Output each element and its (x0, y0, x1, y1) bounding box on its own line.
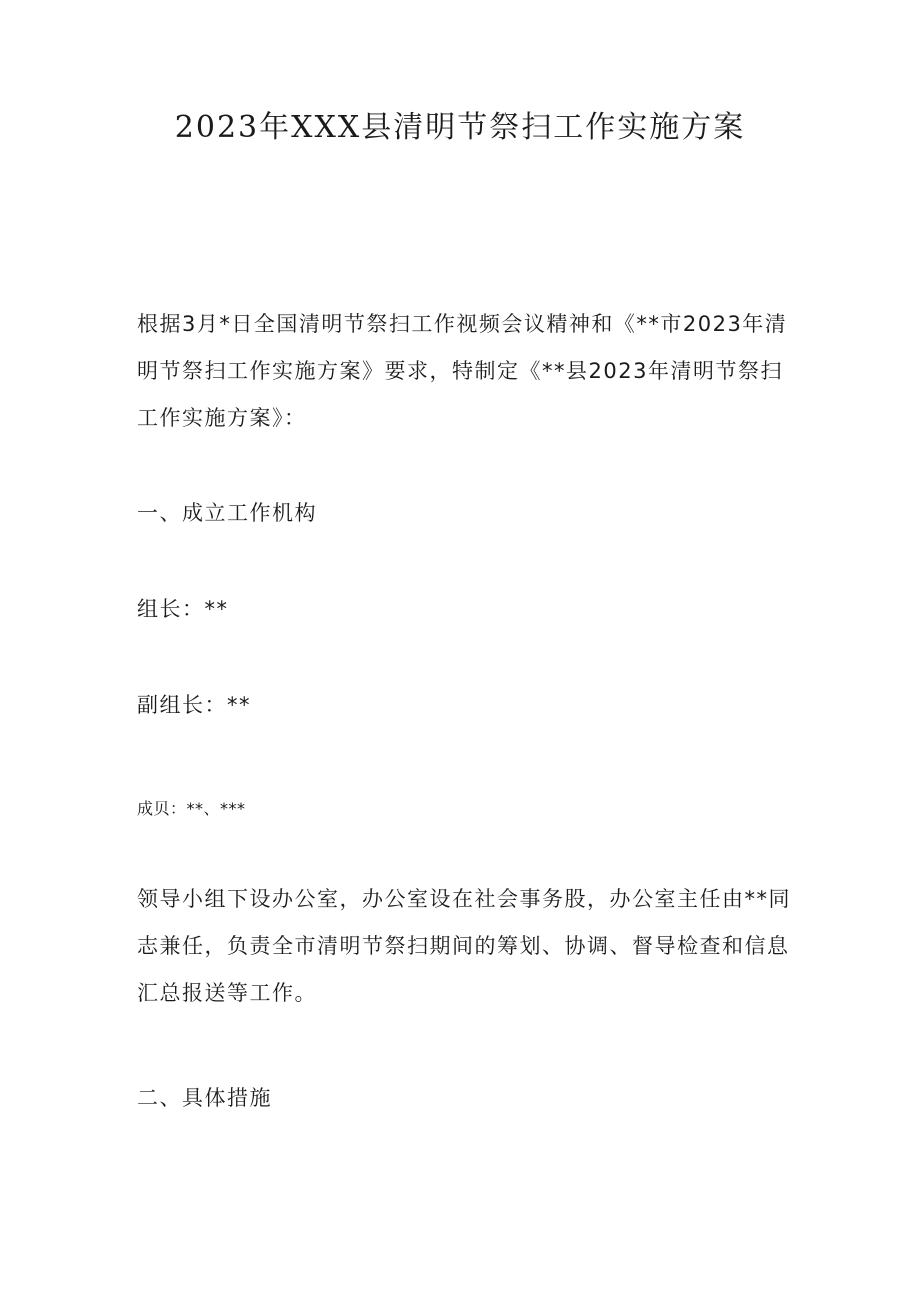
document-title: 2023年XXX县清明节祭扫工作实施方案 (174, 110, 746, 145)
deputy-leader-line: 副组长：** (137, 693, 251, 717)
leader-line: 组长：** (137, 597, 229, 621)
section-heading-2: 二、具体措施 (137, 1086, 272, 1110)
office-paragraph: 领导小组下设办公室，办公室设在社会事务股，办公室主任由**同志兼任，负责全市清明节祭扫期间的筹划、协调、督导检查和信息汇总报送等工作。 (137, 887, 791, 1005)
members-line: 成贝：**、*** (137, 799, 246, 818)
section-heading-1: 一、成立工作机构 (137, 501, 317, 525)
intro-paragraph: 根据3月*日全国清明节祭扫工作视频会议精神和《**市2023年清明节祭扫工作实施方案》要求，特制定《**县2023年清明节祭扫工作实施方案》： (137, 312, 788, 430)
